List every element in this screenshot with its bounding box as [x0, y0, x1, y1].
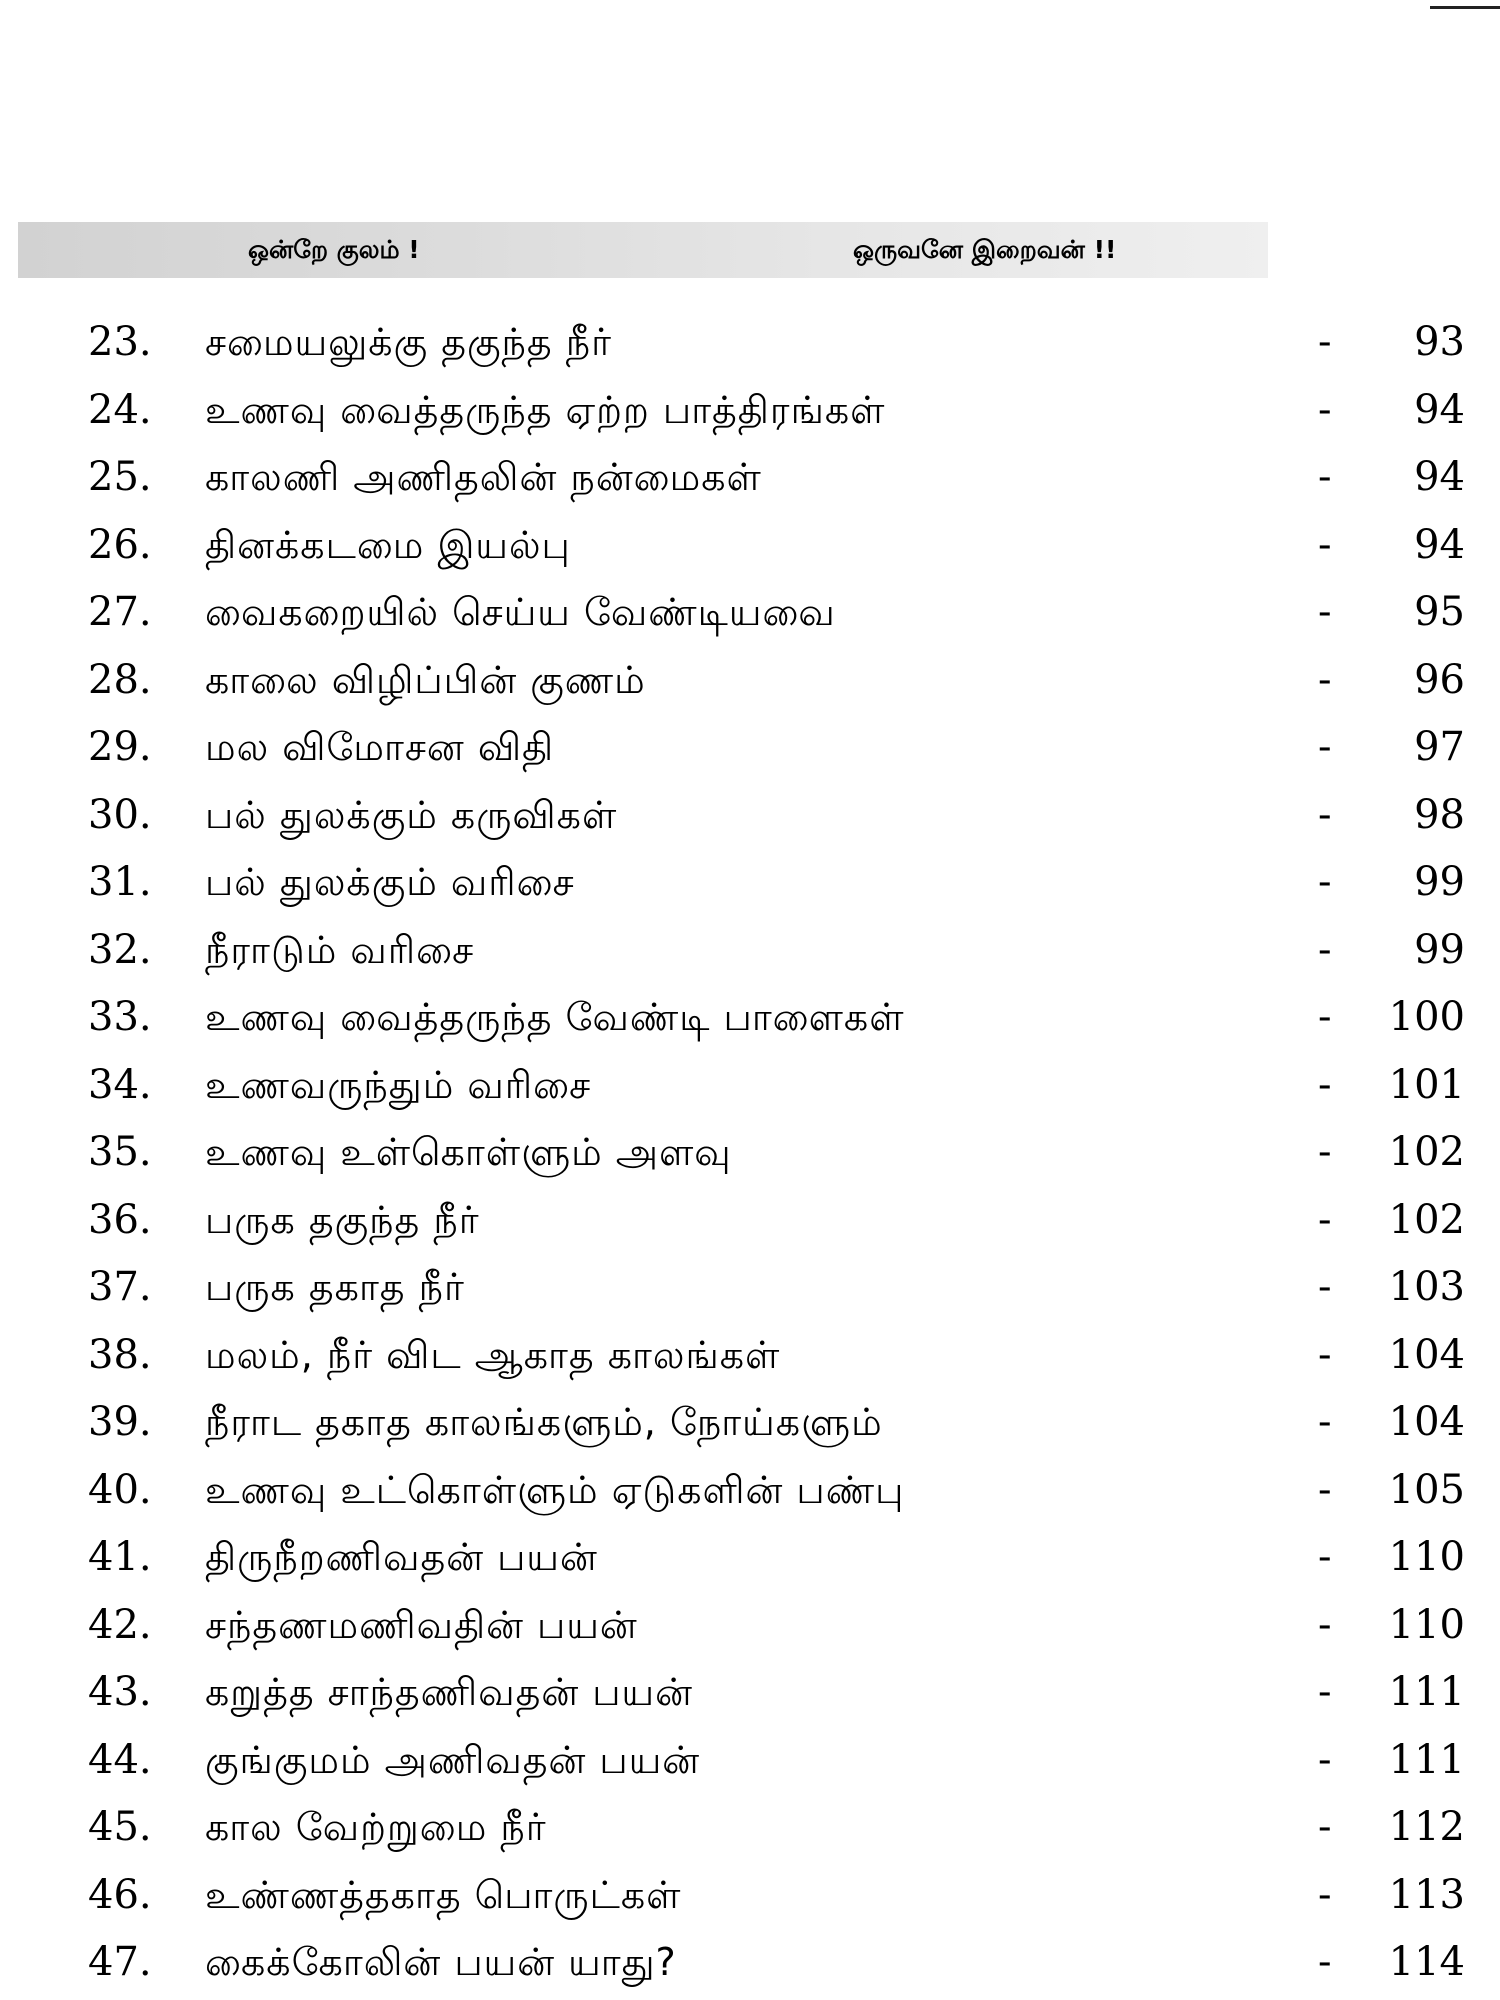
toc-entry	[0, 849, 1500, 917]
toc-entry-dash: -	[1318, 724, 1332, 770]
toc-entry-title: பல் துலக்கும் கருவிகள்	[205, 792, 618, 837]
toc-entry-title: காலை விழிப்பின் குணம்	[205, 657, 646, 702]
toc-entry	[0, 1659, 1500, 1727]
toc-entry-number: 40.	[88, 1466, 152, 1513]
header-left-text: ஒன்றே குலம் !	[248, 235, 420, 264]
toc-entry-number: 27.	[88, 589, 152, 635]
toc-entry	[0, 1524, 1500, 1592]
toc-entry-dash: -	[1318, 386, 1332, 433]
toc-entry	[0, 714, 1500, 782]
toc-entry	[0, 1794, 1500, 1862]
toc-entry-title: கறுத்த சாந்தணிவதன் பயன்	[205, 1670, 693, 1714]
toc-entry	[0, 1187, 1500, 1255]
toc-entry-dash: -	[1318, 521, 1332, 568]
toc-entry-title: குங்குமம் அணிவதன் பயன்	[205, 1737, 701, 1782]
toc-entry-dash: -	[1318, 791, 1332, 838]
toc-entry-title: திருநீறணிவதன் பயன்	[205, 1535, 598, 1579]
toc-entry-page: 94	[1414, 521, 1465, 568]
toc-entry-number: 31.	[88, 859, 152, 905]
toc-entry-dash: -	[1318, 1871, 1332, 1918]
toc-entry-number: 45.	[88, 1804, 152, 1850]
toc-entry	[0, 377, 1500, 445]
toc-entry-page: 104	[1388, 1331, 1465, 1378]
toc-entry-dash: -	[1318, 859, 1332, 905]
toc-entry-number: 34.	[88, 1061, 152, 1108]
toc-entry-title: பருக தகாத நீர்	[205, 1265, 465, 1309]
toc-entry	[0, 782, 1500, 850]
toc-entry-page: 99	[1414, 859, 1465, 905]
toc-entry	[0, 1254, 1500, 1322]
toc-entry-dash: -	[1318, 1534, 1332, 1580]
toc-entry-title: உணவு வைத்தருந்த ஏற்ற பாத்திரங்கள்	[205, 387, 886, 432]
toc-entry-number: 46.	[88, 1871, 152, 1918]
toc-entry-number: 23.	[88, 319, 152, 365]
toc-entry-dash: -	[1318, 1736, 1332, 1783]
toc-entry-number: 36.	[88, 1196, 152, 1243]
toc-entry	[0, 512, 1500, 580]
toc-entry-title: கால வேற்றுமை நீர்	[205, 1805, 547, 1849]
toc-entry	[0, 1322, 1500, 1390]
toc-entry-title: நீராட தகாத காலங்களும், நோய்களும்	[205, 1400, 883, 1444]
toc-entry-page: 112	[1388, 1804, 1465, 1850]
toc-entry-title: நீராடும் வரிசை	[205, 927, 475, 972]
toc-entry-page: 98	[1414, 791, 1465, 838]
toc-entry-number: 35.	[88, 1129, 152, 1175]
toc-entry	[0, 1389, 1500, 1457]
toc-entry-dash: -	[1318, 994, 1332, 1040]
toc-entry-page: 104	[1388, 1399, 1465, 1445]
toc-entry-page: 113	[1388, 1871, 1465, 1918]
toc-entry-title: வைகறையில் செய்ய வேண்டியவை	[205, 590, 836, 634]
toc-entry-dash: -	[1318, 319, 1332, 365]
toc-entry-title: சமையலுக்கு தகுந்த நீர்	[205, 320, 612, 364]
toc-entry-title: உண்ணத்தகாத பொருட்கள்	[205, 1872, 682, 1917]
toc-entry	[0, 984, 1500, 1052]
toc-entry-number: 28.	[88, 656, 152, 703]
toc-entry	[0, 1727, 1500, 1795]
toc-entry-title: உணவருந்தும் வரிசை	[205, 1062, 592, 1107]
toc-entry-page: 105	[1388, 1466, 1465, 1513]
toc-entry	[0, 1457, 1500, 1525]
toc-entry-page: 99	[1414, 926, 1465, 973]
toc-entry-dash: -	[1318, 1669, 1332, 1715]
toc-entry-page: 101	[1388, 1061, 1465, 1108]
toc-entry-dash: -	[1318, 656, 1332, 703]
page-edge-mark	[1430, 6, 1500, 9]
toc-entry-number: 30.	[88, 791, 152, 838]
toc-entry-number: 32.	[88, 926, 152, 973]
toc-entry-dash: -	[1318, 1196, 1332, 1243]
toc-entry	[0, 1862, 1500, 1930]
toc-entry-page: 96	[1414, 656, 1465, 703]
toc-entry	[0, 1592, 1500, 1660]
toc-entry-dash: -	[1318, 1399, 1332, 1445]
toc-entry-number: 39.	[88, 1399, 152, 1445]
toc-entry	[0, 444, 1500, 512]
header-right-text: ஒருவனே இறைவன் !!	[853, 235, 1117, 264]
toc-entry-dash: -	[1318, 1061, 1332, 1108]
toc-entry	[0, 1119, 1500, 1187]
toc-entry-dash: -	[1318, 589, 1332, 635]
toc-entry-page: 114	[1388, 1939, 1465, 1985]
toc-entry-title: காலணி அணிதலின் நன்மைகள்	[205, 455, 762, 499]
toc-entry-number: 42.	[88, 1601, 152, 1648]
toc-entry	[0, 647, 1500, 715]
toc-entry-page: 93	[1414, 319, 1465, 365]
toc-entry-number: 29.	[88, 724, 152, 770]
toc-entry-page: 111	[1388, 1669, 1465, 1715]
toc-entry-number: 24.	[88, 386, 152, 433]
toc-entry-dash: -	[1318, 1466, 1332, 1513]
toc-entry-number: 37.	[88, 1264, 152, 1310]
toc-entry-title: உணவு உள்கொள்ளும் அளவு	[205, 1130, 732, 1174]
toc-entry-page: 97	[1414, 724, 1465, 770]
toc-entry-title: தினக்கடமை இயல்பு	[205, 522, 571, 567]
toc-entry-title: உணவு உட்கொள்ளும் ஏடுகளின் பண்பு	[205, 1467, 905, 1512]
toc-entry-page: 102	[1388, 1196, 1465, 1243]
toc-entry-page: 100	[1388, 994, 1465, 1040]
toc-entry	[0, 1052, 1500, 1120]
toc-entry-title: மல விமோசன விதி	[205, 725, 555, 769]
toc-entry-page: 110	[1388, 1534, 1465, 1580]
toc-entry-dash: -	[1318, 1804, 1332, 1850]
toc-entry-number: 47.	[88, 1939, 152, 1985]
toc-entry-dash: -	[1318, 1264, 1332, 1310]
toc-entry-title: பருக தகுந்த நீர்	[205, 1197, 480, 1242]
toc-entry-number: 25.	[88, 454, 152, 500]
toc-entry-dash: -	[1318, 1129, 1332, 1175]
toc-entry-page: 102	[1388, 1129, 1465, 1175]
toc-entry-number: 44.	[88, 1736, 152, 1783]
toc-entry-dash: -	[1318, 454, 1332, 500]
toc-entry-title: மலம், நீர் விட ஆகாத காலங்கள்	[205, 1332, 781, 1377]
toc-entry-page: 94	[1414, 386, 1465, 433]
toc-entry-dash: -	[1318, 926, 1332, 973]
toc-entry-dash: -	[1318, 1939, 1332, 1985]
toc-entry	[0, 917, 1500, 985]
toc-entry-number: 26.	[88, 521, 152, 568]
running-header	[18, 222, 1268, 278]
toc-entry-dash: -	[1318, 1601, 1332, 1648]
toc-entry	[0, 309, 1500, 377]
toc-entry-number: 41.	[88, 1534, 152, 1580]
toc-entry-title: கைக்கோலின் பயன் யாது?	[205, 1940, 677, 1984]
toc-entry-page: 95	[1414, 589, 1465, 635]
toc-entry	[0, 579, 1500, 647]
toc-entry-number: 33.	[88, 994, 152, 1040]
toc-entry-title: உணவு வைத்தருந்த வேண்டி பாளைகள்	[205, 995, 905, 1039]
toc-entry-page: 94	[1414, 454, 1465, 500]
toc-entry-title: பல் துலக்கும் வரிசை	[205, 860, 575, 904]
toc-entry-dash: -	[1318, 1331, 1332, 1378]
toc-entry-number: 38.	[88, 1331, 152, 1378]
toc-entry-title: சந்தணமணிவதின் பயன்	[205, 1602, 638, 1647]
toc-entry-page: 110	[1388, 1601, 1465, 1648]
toc-entry	[0, 1929, 1500, 1997]
toc-entry-page: 103	[1388, 1264, 1465, 1310]
toc-entry-number: 43.	[88, 1669, 152, 1715]
toc-entry-page: 111	[1388, 1736, 1465, 1783]
table-of-contents	[0, 309, 1500, 1997]
